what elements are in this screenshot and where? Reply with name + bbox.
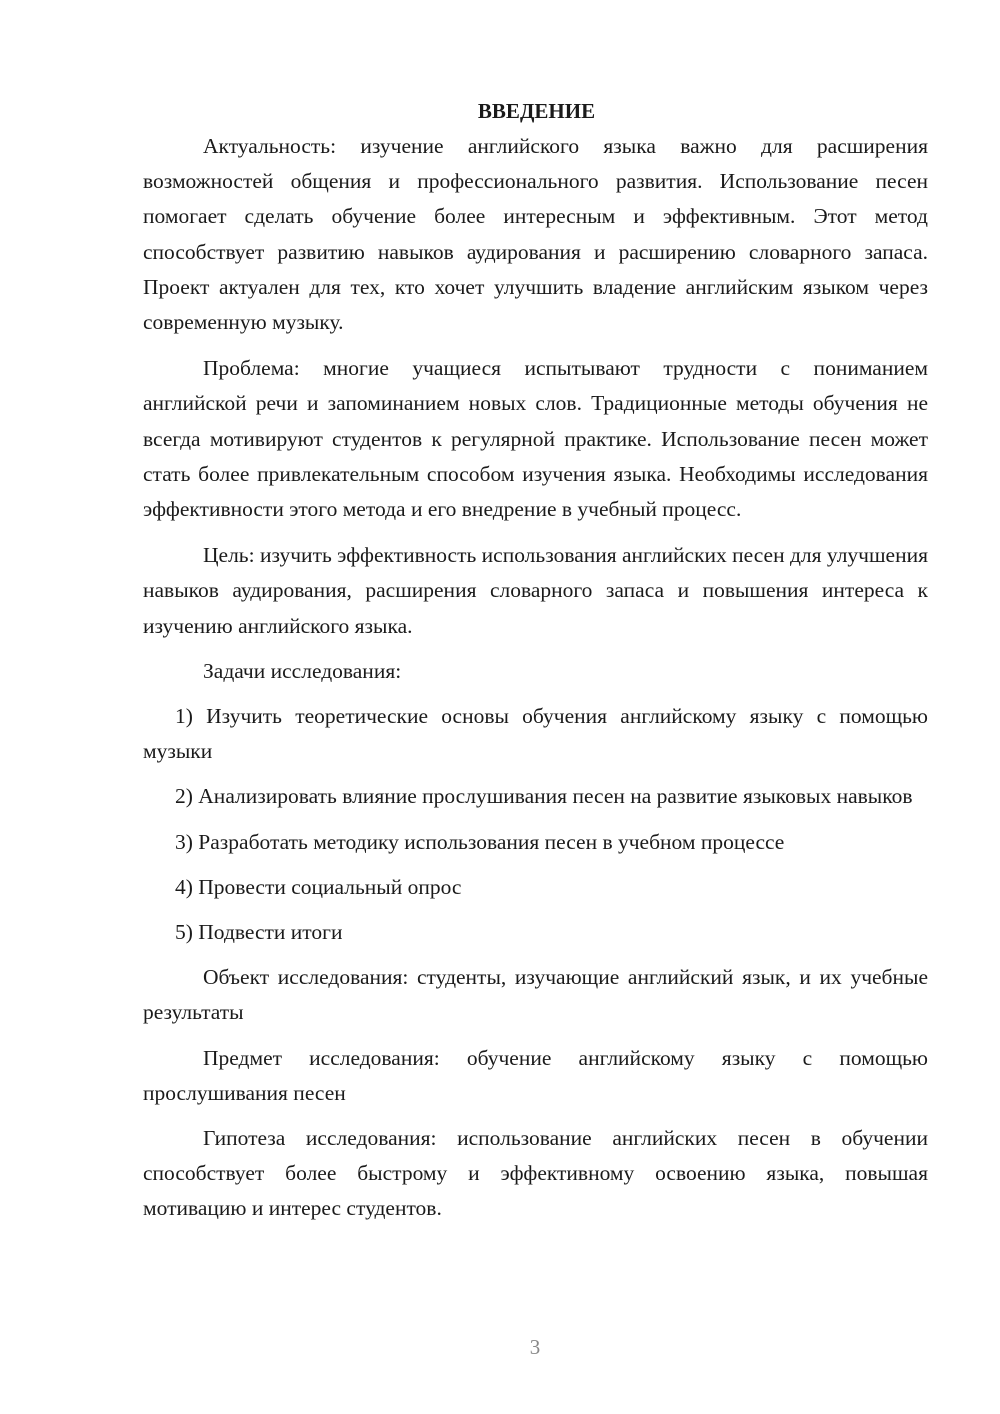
task-item-1: 1) Изучить теоретические основы обучения английскому языку с помощью музыки	[143, 704, 928, 764]
task-item-5: 5) Подвести итоги	[175, 920, 343, 945]
paragraph-goal: Цель: изучить эффективность использования английских песен для улучшения навыков аудирования, расширения словарного запаса и повышения интереса к изучению английского языка.	[143, 543, 928, 638]
paragraph-relevance: Актуальность: изучение английского языка важно для расширения возможностей общения и профессионального развития. Использование песен помогает сделать обучение более интересным и эффективным. Этот метод способствует развитию навыков аудирования и расширению словарного запаса. Проект актуален для тех, кто хочет улучшить владение английским языком через современную музыку.	[143, 134, 928, 335]
task-item-2: 2) Анализировать влияние прослушивания песен на развитие языковых навыков	[175, 784, 913, 809]
paragraph-problem: Проблема: многие учащиеся испытывают трудности с пониманием английской речи и запоминанием новых слов. Традиционные методы обучения не всегда мотивируют студентов к регулярной практике. Использование песен может стать более привлекательным способом изучения языка. Необходимы исследования эффективности этого метода и его внедрение в учебный процесс.	[143, 356, 928, 522]
task-item-3: 3) Разработать методику использования песен в учебном процессе	[175, 829, 785, 854]
document-body	[143, 94, 928, 1227]
paragraph-object: Объект исследования: студенты, изучающие английский язык, и их учебные результаты	[143, 965, 928, 1025]
paragraph-subject: Предмет исследования: обучение английскому языку с помощью прослушивания песен	[143, 1045, 928, 1105]
page-number: 3	[529, 1335, 541, 1359]
paragraph-tasks-heading: Задачи исследования:	[203, 658, 402, 683]
section-title: ВВЕДЕНИЕ	[477, 99, 596, 123]
paragraph-hypothesis: Гипотеза исследования: использование английских песен в обучении способствует более быстрому и эффективному освоению языка, повышая мотивацию и интерес студентов.	[143, 1126, 928, 1221]
task-item-4: 4) Провести социальный опрос	[175, 874, 462, 899]
